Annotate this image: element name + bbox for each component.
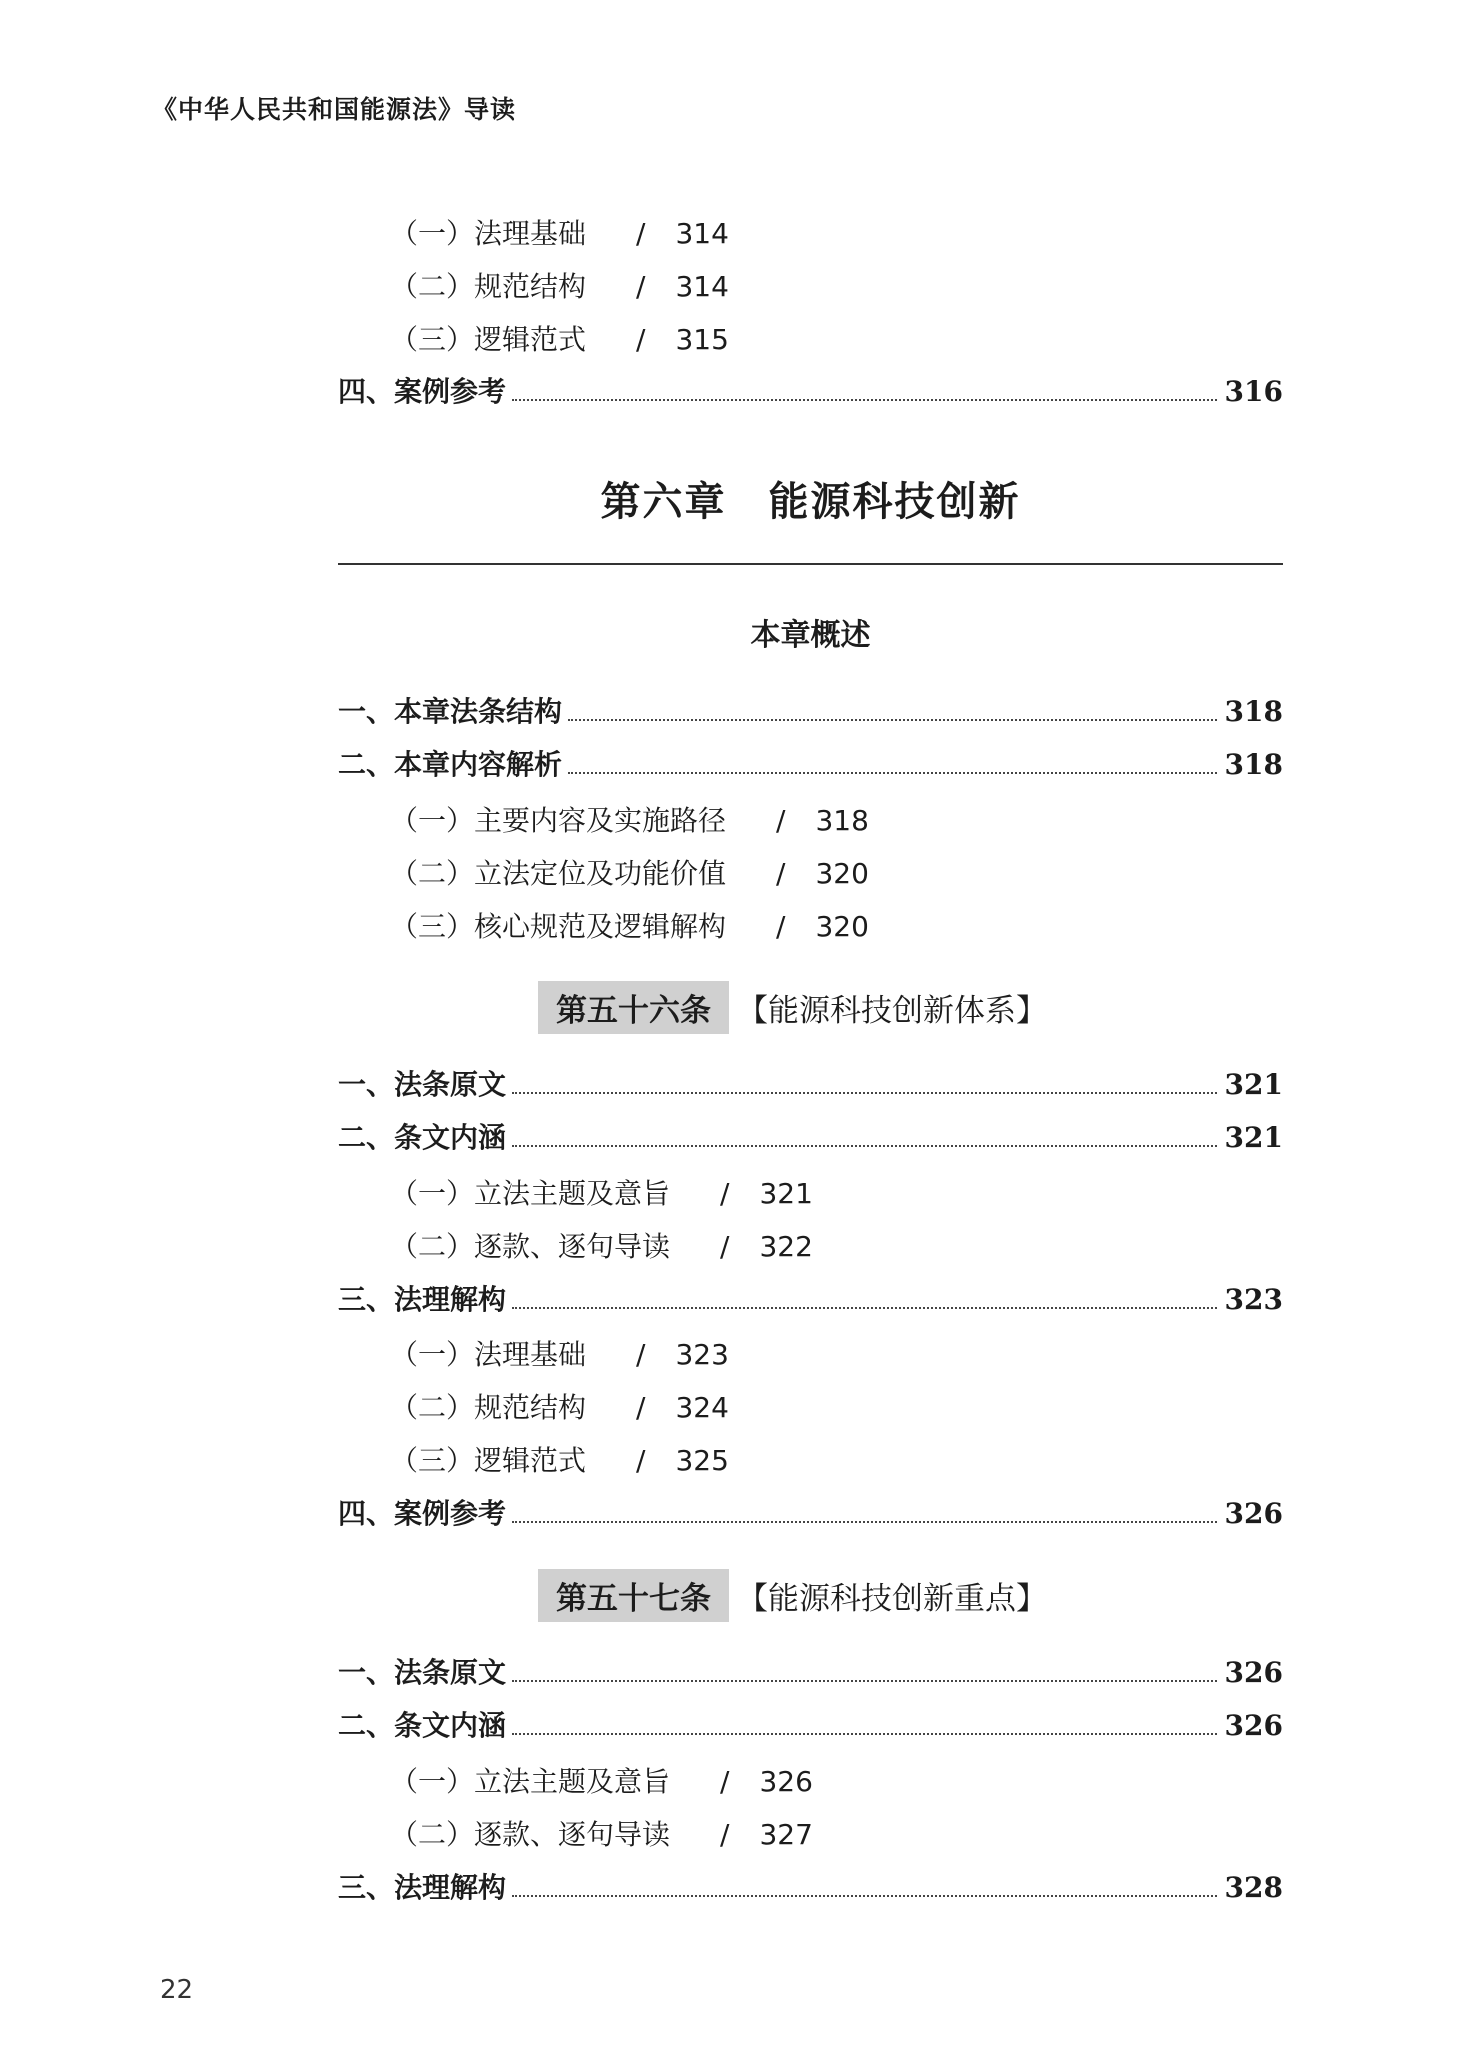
- article-number: 第五十七条: [538, 1569, 729, 1622]
- toc-page-number: 315: [675, 323, 729, 356]
- toc-page-number: 321: [759, 1177, 813, 1210]
- toc-subentry: [390, 265, 729, 305]
- toc-subentry: [390, 1225, 813, 1265]
- dot-leader: [512, 1680, 1217, 1682]
- toc-entry: [338, 370, 1283, 412]
- toc-separator: /: [720, 1765, 730, 1798]
- toc-separator: /: [776, 857, 786, 890]
- dot-leader: [512, 1307, 1217, 1309]
- toc-entry: [338, 690, 1283, 732]
- toc-page-number: 318: [815, 804, 869, 837]
- toc-page-number: 316: [1224, 375, 1283, 408]
- dot-leader: [512, 1145, 1217, 1147]
- toc-subentry: [390, 1172, 813, 1212]
- toc-subentry-title: （一）法理基础: [390, 217, 587, 250]
- toc-subentry: [390, 852, 869, 892]
- toc-entry-title: 二、条文内涵: [338, 1709, 507, 1742]
- chapter-divider: [338, 563, 1283, 565]
- toc-entry: [338, 1866, 1283, 1908]
- toc-page-number: 324: [675, 1391, 729, 1424]
- toc-page-number: 325: [675, 1444, 729, 1477]
- toc-separator: /: [776, 804, 786, 837]
- article-name: 【能源科技创新重点】: [737, 1580, 1047, 1617]
- chapter-title: 第六章 能源科技创新: [600, 479, 1021, 525]
- toc-entry-title: 一、法条原文: [338, 1656, 507, 1689]
- toc-separator: /: [720, 1177, 730, 1210]
- toc-page-number: 323: [1224, 1283, 1283, 1316]
- toc-entry: [338, 1063, 1283, 1105]
- dot-leader: [512, 1895, 1217, 1897]
- toc-separator: /: [636, 1338, 646, 1371]
- toc-page-number: 318: [1224, 695, 1283, 728]
- page-number: 22: [160, 1975, 194, 2005]
- toc-page-number: 328: [1224, 1871, 1283, 1904]
- toc-page-number: 314: [675, 217, 729, 250]
- toc-page-number: 323: [675, 1338, 729, 1371]
- article-number: 第五十六条: [538, 981, 729, 1034]
- toc-entry-title: 二、条文内涵: [338, 1121, 507, 1154]
- toc-separator: /: [636, 1391, 646, 1424]
- toc-entry: [338, 743, 1283, 785]
- toc-subentry: [390, 318, 729, 358]
- toc-separator: /: [636, 270, 646, 303]
- dot-leader: [512, 1733, 1217, 1735]
- toc-entry: [338, 1651, 1283, 1693]
- toc-subentry-title: （一）立法主题及意旨: [390, 1177, 671, 1210]
- running-header: 《中华人民共和国能源法》导读: [152, 95, 517, 124]
- toc-separator: /: [636, 323, 646, 356]
- toc-entry-title: 四、案例参考: [338, 1497, 507, 1530]
- toc-page-number: 320: [815, 910, 869, 943]
- toc-separator: /: [636, 1444, 646, 1477]
- toc-page-number: 321: [1224, 1068, 1283, 1101]
- toc-entry: [338, 1492, 1283, 1534]
- toc-subentry-title: （二）规范结构: [390, 270, 587, 303]
- dot-leader: [568, 719, 1217, 721]
- toc-entry-title: 三、法理解构: [338, 1283, 507, 1316]
- toc-subentry-title: （三）逻辑范式: [390, 323, 587, 356]
- toc-entry-title: 二、本章内容解析: [338, 748, 563, 781]
- toc-subentry-title: （一）立法主题及意旨: [390, 1765, 671, 1798]
- toc-subentry: [390, 212, 729, 252]
- toc-subentry-title: （三）核心规范及逻辑解构: [390, 910, 727, 943]
- toc-separator: /: [636, 217, 646, 250]
- toc-subentry-title: （二）逐款、逐句导读: [390, 1230, 671, 1263]
- toc-entry: [338, 1704, 1283, 1746]
- dot-leader: [512, 399, 1217, 401]
- toc-subentry-title: （一）主要内容及实施路径: [390, 804, 727, 837]
- toc-subentry-title: （二）立法定位及功能价值: [390, 857, 727, 890]
- toc-page-number: 326: [1224, 1656, 1283, 1689]
- toc-page-number: 326: [759, 1765, 813, 1798]
- toc-page-number: 322: [759, 1230, 813, 1263]
- dot-leader: [512, 1521, 1217, 1523]
- chapter-overview-title: 本章概述: [750, 618, 871, 653]
- toc-entry: [338, 1116, 1283, 1158]
- toc-subentry-title: （三）逻辑范式: [390, 1444, 587, 1477]
- dot-leader: [568, 772, 1217, 774]
- toc-page-number: 327: [759, 1818, 813, 1851]
- toc-separator: /: [720, 1818, 730, 1851]
- toc-separator: /: [776, 910, 786, 943]
- article-name: 【能源科技创新体系】: [737, 992, 1047, 1029]
- toc-subentry: [390, 1760, 813, 1800]
- toc-subentry: [390, 905, 869, 945]
- toc-page-number: 326: [1224, 1709, 1283, 1742]
- toc-separator: /: [720, 1230, 730, 1263]
- toc-subentry-title: （一）法理基础: [390, 1338, 587, 1371]
- toc-subentry: [390, 1333, 729, 1373]
- toc-subentry-title: （二）规范结构: [390, 1391, 587, 1424]
- toc-page-number: 318: [1224, 748, 1283, 781]
- toc-page-number: 326: [1224, 1497, 1283, 1530]
- toc-page-number: 321: [1224, 1121, 1283, 1154]
- toc-subentry: [390, 1813, 813, 1853]
- toc-subentry-title: （二）逐款、逐句导读: [390, 1818, 671, 1851]
- toc-entry-title: 一、法条原文: [338, 1068, 507, 1101]
- toc-entry: [338, 1278, 1283, 1320]
- toc-entry-title: 三、法理解构: [338, 1871, 507, 1904]
- toc-subentry: [390, 799, 869, 839]
- article-heading: [538, 1570, 1047, 1620]
- toc-subentry: [390, 1386, 729, 1426]
- toc-page-number: 320: [815, 857, 869, 890]
- toc-subentry: [390, 1439, 729, 1479]
- toc-entry-title: 四、案例参考: [338, 375, 507, 408]
- article-heading: [538, 982, 1047, 1032]
- toc-entry-title: 一、本章法条结构: [338, 695, 563, 728]
- dot-leader: [512, 1092, 1217, 1094]
- toc-page-number: 314: [675, 270, 729, 303]
